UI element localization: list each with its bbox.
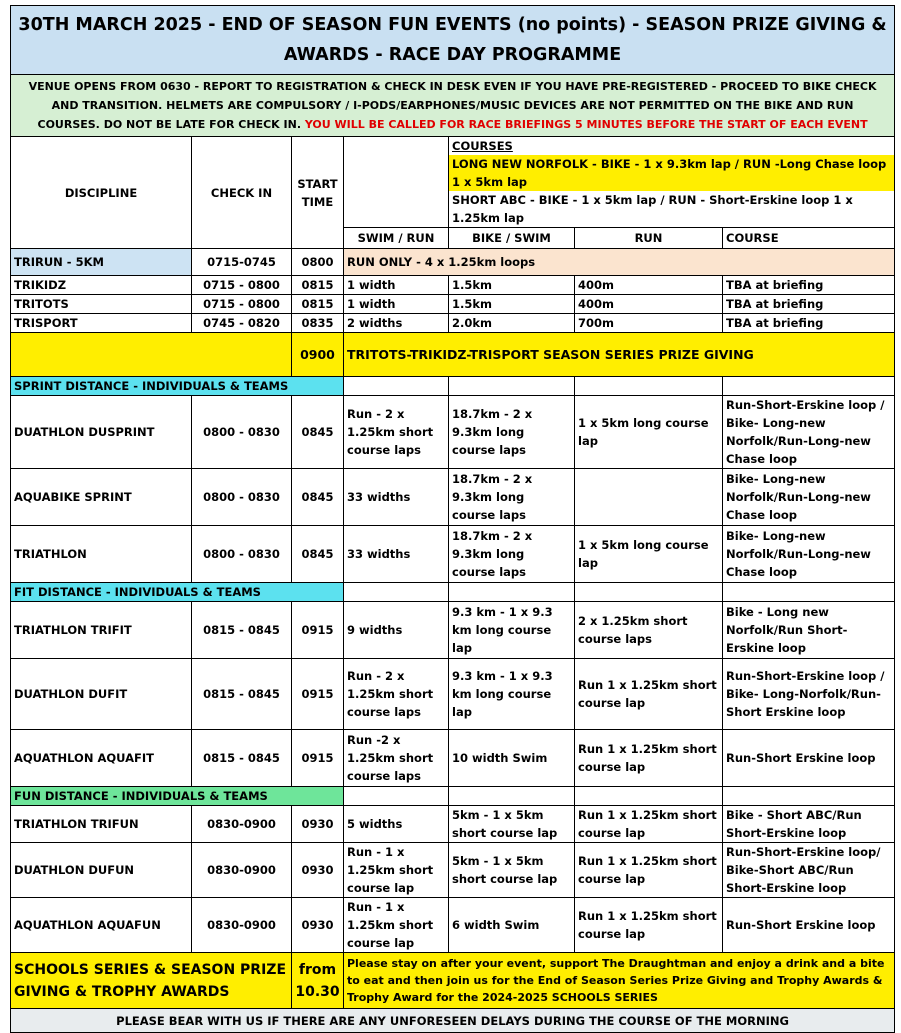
start-cell: 0915 <box>292 730 344 787</box>
table-row <box>11 898 895 953</box>
prize-giving-start: 0900 <box>292 333 344 377</box>
run-cell: 400m <box>575 295 723 314</box>
check-in-cell: 0715-0745 <box>192 249 292 276</box>
header-discipline: DISCIPLINE <box>11 137 192 249</box>
bike-swim-cell: 18.7km - 2 x 9.3km long course laps <box>449 469 575 526</box>
footer-note: PLEASE BEAR WITH US IF THERE ARE ANY UNFORESEEN DELAYS DURING THE COURSE OF THE MORNING <box>11 1009 895 1033</box>
discipline-cell: TRIKIDZ <box>11 276 192 295</box>
start-cell: 0915 <box>292 659 344 730</box>
section-header-row <box>11 377 895 396</box>
courses-legend <box>449 137 895 228</box>
bike-swim-cell: 2.0km <box>449 314 575 333</box>
run-cell: Run 1 x 1.25km short course lap <box>575 843 723 898</box>
bike-swim-cell: 18.7km - 2 x 9.3km long course laps <box>449 396 575 469</box>
run-cell <box>575 469 723 526</box>
swim-run-cell: Run -2 x 1.25km short course laps <box>344 730 449 787</box>
course-cell: Run-Short-Erskine loop / Bike- Long-Norfolk/Run-Short Erskine loop <box>723 659 895 730</box>
start-cell: 0800 <box>292 249 344 276</box>
fit-heading: FIT DISTANCE - INDIVIDUALS & TEAMS <box>11 583 344 602</box>
page-title: 30TH MARCH 2025 - END OF SEASON FUN EVENTS (no points) - SEASON PRIZE GIVING & AWARDS - RACE DAY PROGRAMME <box>11 6 895 75</box>
discipline-cell: TRIATHLON TRIFUN <box>11 806 192 843</box>
table-row <box>11 602 895 659</box>
section-header-row <box>11 583 895 602</box>
start-cell: 0930 <box>292 898 344 953</box>
header-start-time: START TIME <box>292 137 344 249</box>
check-in-cell: 0830-0900 <box>192 898 292 953</box>
course-cell: Run-Short-Erskine loop/ Bike-Short ABC/Run Short-Erskine loop <box>723 843 895 898</box>
check-in-cell: 0830-0900 <box>192 806 292 843</box>
bike-swim-cell: 6 width Swim <box>449 898 575 953</box>
course-cell: Bike - Long new Norfolk/Run Short-Erskine loop <box>723 602 895 659</box>
check-in-cell: 0815 - 0845 <box>192 659 292 730</box>
run-cell: Run 1 x 1.25km short course lap <box>575 898 723 953</box>
swim-run-cell: Run - 2 x 1.25km short course laps <box>344 659 449 730</box>
course-short-desc: SHORT ABC - BIKE - 1 x 5km lap / RUN - Short-Erskine loop 1 x 1.25km lap <box>452 193 853 225</box>
table-row <box>11 249 895 276</box>
discipline-cell: DUATHLON DUSPRINT <box>11 396 192 469</box>
sprint-heading: SPRINT DISTANCE - INDIVIDUALS & TEAMS <box>11 377 344 396</box>
start-cell: 0930 <box>292 806 344 843</box>
course-cell: Bike- Long-new Norfolk/Run-Long-new Chase loop <box>723 469 895 526</box>
swim-run-cell: 33 widths <box>344 526 449 583</box>
header-course: COURSE <box>723 228 895 249</box>
bike-swim-cell: 9.3 km - 1 x 9.3 km long course lap <box>449 659 575 730</box>
run-cell: 700m <box>575 314 723 333</box>
course-cell: TBA at briefing <box>723 295 895 314</box>
swim-run-cell: Run - 2 x 1.25km short course laps <box>344 396 449 469</box>
course-cell: Bike - Short ABC/Run Short-Erskine loop <box>723 806 895 843</box>
start-cell: 0815 <box>292 276 344 295</box>
bike-swim-cell: 9.3 km - 1 x 9.3 km long course lap <box>449 602 575 659</box>
check-in-cell: 0815 - 0845 <box>192 730 292 787</box>
swim-run-cell: 1 width <box>344 295 449 314</box>
bike-swim-cell: 5km - 1 x 5km short course lap <box>449 843 575 898</box>
bike-swim-cell: 5km - 1 x 5km short course lap <box>449 806 575 843</box>
course-long-desc: LONG NEW NORFOLK - BIKE - 1 x 9.3km lap / RUN -Long Chase loop 1 x 5km lap <box>449 155 894 191</box>
table-row <box>11 276 895 295</box>
discipline-cell: AQUATHLON AQUAFIT <box>11 730 192 787</box>
start-cell: 0845 <box>292 396 344 469</box>
course-cell: TBA at briefing <box>723 314 895 333</box>
table-row <box>11 314 895 333</box>
prize-giving-label: TRITOTS-TRIKIDZ-TRISPORT SEASON SERIES PRIZE GIVING <box>344 333 895 377</box>
run-cell: 1 x 5km long course lap <box>575 526 723 583</box>
prize-giving-spacer <box>11 333 292 377</box>
section-header-row <box>11 787 895 806</box>
schools-start: from 10.30 <box>292 953 344 1009</box>
start-cell: 0835 <box>292 314 344 333</box>
check-in-cell: 0800 - 0830 <box>192 469 292 526</box>
swim-run-cell: Run - 1 x 1.25km short course lap <box>344 843 449 898</box>
start-cell: 0815 <box>292 295 344 314</box>
schools-label: SCHOOLS SERIES & SEASON PRIZE GIVING & TROPHY AWARDS <box>11 953 292 1009</box>
header-bike-swim: BIKE / SWIM <box>449 228 575 249</box>
discipline-cell: DUATHLON DUFIT <box>11 659 192 730</box>
table-row <box>11 843 895 898</box>
swim-run-cell: 5 widths <box>344 806 449 843</box>
table-row <box>11 806 895 843</box>
run-cell: 1 x 5km long course lap <box>575 396 723 469</box>
course-cell: Run-Short Erskine loop <box>723 898 895 953</box>
swim-run-cell: 2 widths <box>344 314 449 333</box>
header-swim-run: SWIM / RUN <box>344 228 449 249</box>
discipline-cell: AQUATHLON AQUAFUN <box>11 898 192 953</box>
table-row <box>11 730 895 787</box>
discipline-cell: TRIATHLON <box>11 526 192 583</box>
run-cell: 2 x 1.25km short course laps <box>575 602 723 659</box>
course-cell: TBA at briefing <box>723 276 895 295</box>
header-blank <box>344 137 449 228</box>
bike-swim-cell: 18.7km - 2 x 9.3km long course laps <box>449 526 575 583</box>
header-run: RUN <box>575 228 723 249</box>
swim-run-cell: 1 width <box>344 276 449 295</box>
check-in-cell: 0800 - 0830 <box>192 396 292 469</box>
check-in-cell: 0800 - 0830 <box>192 526 292 583</box>
discipline-cell: TRISPORT <box>11 314 192 333</box>
prize-giving-row <box>11 333 895 377</box>
swim-run-cell: 33 widths <box>344 469 449 526</box>
course-cell: Run-Short Erskine loop <box>723 730 895 787</box>
start-cell: 0915 <box>292 602 344 659</box>
check-in-cell: 0715 - 0800 <box>192 276 292 295</box>
venue-notice-text: VENUE OPENS FROM 0630 - REPORT TO REGISTRATION & CHECK IN DESK EVEN IF YOU HAVE PRE-REGISTERED - PROCEED TO BIKE CHECK AND TRANSITION. HELMETS ARE COMPULSORY / I-PODS/EARPHONES/MUSIC DEVICES ARE NOT PERMITTED ON THE BIKE AND RUN COURSES. DO NOT BE LATE FOR CHECK IN. <box>28 80 877 131</box>
course-cell: Bike- Long-new Norfolk/Run-Long-new Chase loop <box>723 526 895 583</box>
bike-swim-cell: 1.5km <box>449 276 575 295</box>
discipline-cell: TRIATHLON TRIFIT <box>11 602 192 659</box>
table-row <box>11 526 895 583</box>
header-check-in: CHECK IN <box>192 137 292 249</box>
table-row <box>11 295 895 314</box>
schools-note: Please stay on after your event, support The Draughtman and enjoy a drink and a bite to eat and then join us for the End of Season Series Prize Giving and Trophy Awards & Trophy Award for the 2024-2025 SCHOOLS SERIES <box>344 953 895 1009</box>
start-cell: 0845 <box>292 526 344 583</box>
run-cell: 400m <box>575 276 723 295</box>
discipline-cell: AQUABIKE SPRINT <box>11 469 192 526</box>
run-cell: Run 1 x 1.25km short course lap <box>575 730 723 787</box>
discipline-cell: TRIRUN - 5KM <box>11 249 192 276</box>
run-cell: Run 1 x 1.25km short course lap <box>575 659 723 730</box>
schools-row <box>11 953 895 1009</box>
swim-run-cell: Run - 1 x 1.25km short course lap <box>344 898 449 953</box>
check-in-cell: 0830-0900 <box>192 843 292 898</box>
table-row <box>11 659 895 730</box>
table-row <box>11 469 895 526</box>
start-cell: 0845 <box>292 469 344 526</box>
course-cell: Run-Short-Erskine loop / Bike- Long-new Norfolk/Run-Long-new Chase loop <box>723 396 895 469</box>
table-row <box>11 396 895 469</box>
swim-run-cell: 9 widths <box>344 602 449 659</box>
discipline-cell: TRITOTS <box>11 295 192 314</box>
trirun-note: RUN ONLY - 4 x 1.25km loops <box>344 249 895 276</box>
discipline-cell: DUATHLON DUFUN <box>11 843 192 898</box>
courses-title: COURSES <box>452 139 513 153</box>
check-in-cell: 0715 - 0800 <box>192 295 292 314</box>
check-in-cell: 0745 - 0820 <box>192 314 292 333</box>
venue-notice <box>11 75 895 137</box>
fun-heading: FUN DISTANCE - INDIVIDUALS & TEAMS <box>11 787 344 806</box>
briefing-warning: YOU WILL BE CALLED FOR RACE BRIEFINGS 5 MINUTES BEFORE THE START OF EACH EVENT <box>304 118 868 131</box>
bike-swim-cell: 10 width Swim <box>449 730 575 787</box>
bike-swim-cell: 1.5km <box>449 295 575 314</box>
check-in-cell: 0815 - 0845 <box>192 602 292 659</box>
start-cell: 0930 <box>292 843 344 898</box>
race-programme-table <box>10 5 895 1033</box>
run-cell: Run 1 x 1.25km short course lap <box>575 806 723 843</box>
